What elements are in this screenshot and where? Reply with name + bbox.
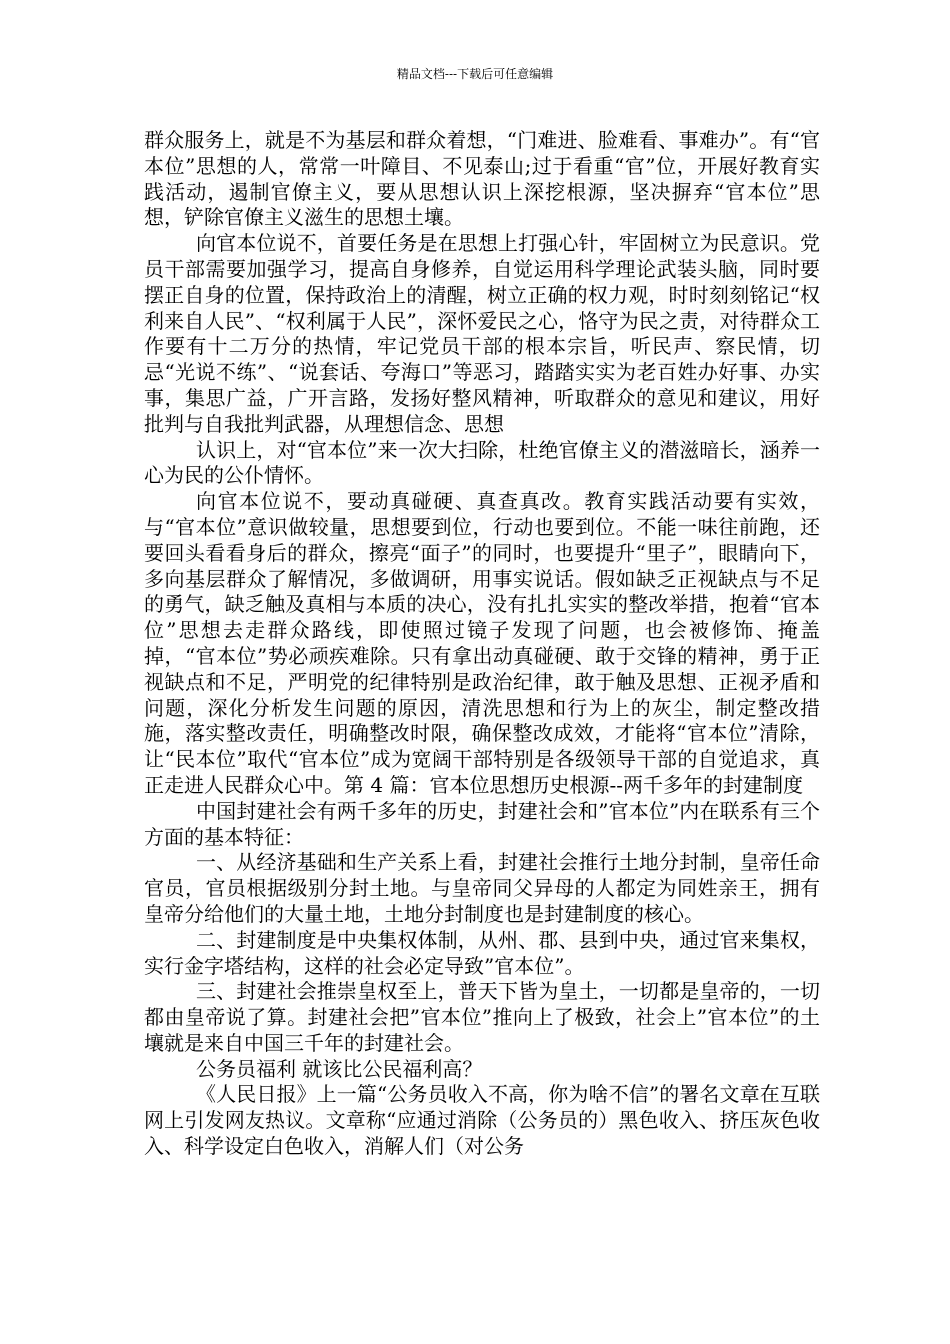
body-paragraph: 二、封建制度是中央集权体制，从州、郡、县到中央，通过官来集权，实行金字塔结构，这样的社会必定导致”官本位”。 [144, 927, 820, 978]
body-paragraph: 向官本位说不，要动真碰硬、真查真改。教育实践活动要有实效，与“官本位”意识做较量，思想要到位，行动也要到位。不能一味往前跑，还要回头看看身后的群众，擦亮“面子”的同时，也要提升“里子”，眼睛向下，多向基层群众了解情况，多做调研，用事实说话。假如缺乏正视缺点与不足的勇气，缺乏触及真相与本质的决心，没有扎扎实实的整改举措，抱着“官本位”思想去走群众路线，即使照过镜子发现了问题，也会被修饰、掩盖掉，“官本位”势必顽疾难除。只有拿出动真碰硬、敢于交锋的精神，勇于正视缺点和不足，严明党的纪律特别是政治纪律，敢于触及思想、正视矛盾和问题，深化分析发生问题的原因，清洗思想和行为上的灰尘，制定整改措施，落实整改责任，明确整改时限，确保整改成效，才能将“官本位”清除，让“民本位”取代“官本位”成为宽阔干部特别是各级领导干部的自觉追求，真正走进人民群众心中。第 4 篇：官本位思想历史根源--两千多年的封建制度 [144, 489, 820, 797]
body-paragraph: 中国封建社会有两千多年的历史，封建社会和”官本位”内在联系有三个方面的基本特征： [144, 798, 820, 849]
body-paragraph: 认识上，对“官本位”来一次大扫除，杜绝官僚主义的潜滋暗长，涵养一心为民的公仆情怀。 [144, 437, 820, 488]
body-paragraph: 《人民日报》上一篇“公务员收入不高，你为啥不信”的署名文章在互联网上引发网友热议。文章称“应通过消除（公务员的）黑色收入、挤压灰色收入、科学设定白色收入，消解人们（对公务 [144, 1082, 820, 1159]
page-header: 精品文档---下载后可任意编辑 [396, 67, 554, 81]
body-paragraph: 三、封建社会推崇皇权至上，普天下皆为皇土，一切都是皇帝的，一切都由皇帝说了算。封建社会把”官本位”推向上了极致，社会上”官本位”的土壤就是来自中国三千年的封建社会。 [144, 979, 820, 1055]
body-paragraph: 群众服务上，就是不为基层和群众着想，“门难进、脸难看、事难办”。有“官本位”思想的人，常常一叶障目、不见泰山;过于看重“官”位，开展好教育实践活动，遏制官僚主义，要从思想认识上深挖根源，坚决摒弃“官本位”思想，铲除官僚主义滋生的思想土壤。 [144, 128, 820, 230]
body-paragraph: 公务员福利 就该比公民福利高？ [196, 1056, 483, 1081]
body-paragraph: 向官本位说不，首要任务是在思想上打强心针，牢固树立为民意识。党员干部需要加强学习，提高自身修养，自觉运用科学理论武装头脑，同时要摆正自身的位置，保持政治上的清醒，树立正确的权力观，时时刻刻铭记“权利来自人民”、“权利属于人民”，深怀爱民之心，恪守为民之责，对待群众工作要有十二万分的热情，牢记党员干部的根本宗旨，听民声、察民情，切忌“光说不练”、“说套话、夸海口”等恶习，踏踏实实为老百姓办好事、办实事，集思广益，广开言路，发扬好整风精神，听取群众的意见和建议，用好批判与自我批判武器，从理想信念、思想 [144, 231, 820, 436]
body-paragraph: 一、从经济基础和生产关系上看，封建社会推行土地分封制，皇帝任命官员，官员根据级别分封土地。与皇帝同父异母的人都定为同姓亲王，拥有皇帝分给他们的大量土地，土地分封制度也是封建制度的核心。 [144, 850, 820, 926]
document-body [144, 128, 820, 1160]
